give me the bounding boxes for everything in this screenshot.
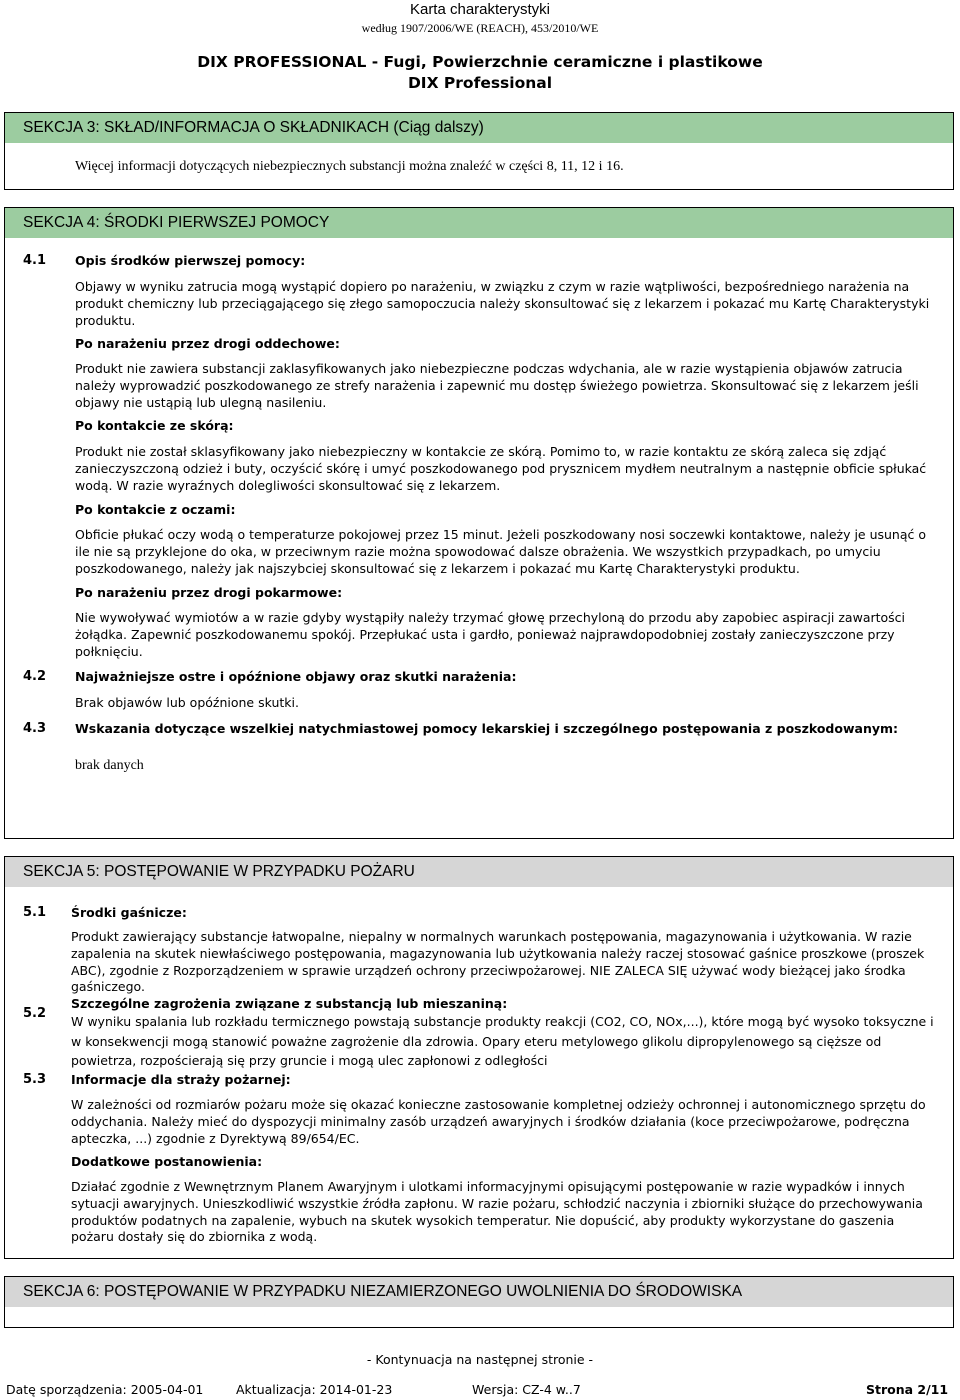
subsection-number-5-2: 5.2: [23, 1006, 47, 1021]
section-3-box: [4, 112, 954, 190]
section-5-heading: SEKCJA 5: POSTĘPOWANIE W PRZYPADKU POŻARU: [5, 857, 953, 887]
ingestion-text: Nie wywoływać wymiotów a w razie gdyby wystąpiły należy trzymać głowę przechyloną do przodu aby zapobiec aspiracji zawartości żołądka. Zapewnić poszkodowanemu spokój. Przepłukać usta i gardło, ponieważ najprawdopodobniej zostały zanieczyszczone przy połknięciu.: [75, 610, 906, 659]
subsection-title-4-2: Najważniejsze ostre i opóźnione objawy oraz skutki narażenia:: [75, 669, 517, 684]
first-aid-intro: Objawy w wyniku zatrucia mogą wystąpić dopiero po narażeniu, w związku z czym w razie wątpliwości, bezpośredniego narażenia na produkt chemiczny lub przeciągającego się złego samopoczucia należy skonsultować się z lekarzem i pokazać mu Kartę Charakterystyki produktu.: [75, 279, 930, 328]
ingestion-title: Po narażeniu przez drogi pokarmowe:: [75, 585, 343, 600]
additional-provisions-title: Dodatkowe postanowienia:: [71, 1154, 263, 1169]
subsection-title-5-3: Informacje dla straży pożarnej:: [71, 1072, 291, 1087]
subsection-number-4-2: 4.2: [23, 669, 47, 684]
product-brand: DIX Professional: [407, 74, 553, 92]
continuation-note: - Kontynuacja na następnej stronie -: [366, 1352, 594, 1367]
section-6-box: [4, 1276, 954, 1328]
eye-contact-text: Obficie płukać oczy wodą o temperaturze pokojowej przez 15 minut. Jeżeli poszkodowany nosi soczewki kontaktowe, należy je usunąć o ile nie są przyklejone do oka, w przeciwnym razie można spowodować dalsze obrażenia. We wszystkich przypadkach, po umyciu poszkodowanego, należy jak najszybciej skonsultować się z lekarzem i pokazać mu Kartę Charakterystyki produktu.: [75, 527, 927, 576]
symptoms-text: Brak objawów lub opóźnione skutki.: [75, 695, 299, 710]
skin-contact-text: Produkt nie został sklasyfikowany jako niebezpieczny w kontakcie ze skórą. Pomimo to, w razie kontaktu ze skórą zaleca się zdjąć zanieczyszczoną odzież i buty, oczyścić skórę i umyć poszkodowanego pod prysznicem mydłem neutralnym a następnie obficie spłukać wodą. W razie wyraźnych dolegliwości skonsultować się z lekarzem.: [75, 444, 927, 493]
footer-version: Wersja: CZ-4 w..7: [472, 1382, 581, 1397]
section-4-box: [4, 207, 954, 839]
section-6-heading: SEKCJA 6: POSTĘPOWANIE W PRZYPADKU NIEZAMIERZONEGO UWOLNIENIA DO ŚRODOWISKA: [5, 1277, 953, 1307]
eye-contact-title: Po kontakcie z oczami:: [75, 502, 236, 517]
footer-prepared-date: Datę sporządzenia: 2005-04-01: [6, 1382, 204, 1397]
subsection-number-5-1: 5.1: [23, 905, 47, 920]
additional-provisions-text: Działać zgodnie z Wewnętrznym Planem Awaryjnym i ulotkami informacyjnymi opisującymi postępowanie w razie wypadków i innych sytuacji awaryjnych. Unieszkodliwić wszystkie źródła zapłonu. W razie pożaru, schłodzić naczynia i zbiorniki służące do przechowywania produktów podatnych na zapalenie, wybuch na skutek wysokich temperatur. Nie dopuścić, aby produkty wykorzystane do gaszenia pożaru dostały się do zbiornika z wodą.: [71, 1179, 923, 1245]
subsection-title-4-1: Opis środków pierwszej pomocy:: [75, 253, 306, 268]
subsection-title-5-2: Szczególne zagrożenia związane z substancją lub mieszaniną:: [71, 996, 508, 1011]
section-5-box: [4, 856, 954, 1259]
subsection-number-5-3: 5.3: [23, 1072, 47, 1087]
subsection-number-4-1: 4.1: [23, 253, 47, 268]
section-3-note: Więcej informacji dotyczących niebezpiecznych substancji można znaleźć w części 8, 11, 12 i 16.: [75, 159, 624, 174]
subsection-number-4-3: 4.3: [23, 721, 47, 736]
special-hazards-text: W wyniku spalania lub rozkładu termicznego powstają substancje produkty reakcji (CO2, CO, NOx,...), które mogą być wysoko toksyczne i w konsekwencji mogą stanowić poważne zagrożenie dla zdrowia. Opary eteru metylowego glikolu dipropylenowego są cięższe od powietrza, rozpościerają się przy gruncie i mogą ulec zapłonowi z odległości: [71, 1014, 934, 1068]
firefighter-advice-text: W zależności od rozmiarów pożaru może się okazać konieczne zastosowanie kompletnej odzieży ochronnej i autonomicznego sprzętu do oddychania. Należy mieć do dyspozycji minimalny zasób urządzeń awaryjnych i środków działania (koce przeciwpożarowe, podręczna apteczka, ...) zgodnie z Dyrektywą 89/654/EC.: [71, 1097, 926, 1146]
subsection-title-5-1: Środki gaśnicze:: [71, 905, 187, 920]
section-4-heading: SEKCJA 4: ŚRODKI PIERWSZEJ POMOCY: [5, 208, 953, 238]
section-3-heading: SEKCJA 3: SKŁAD/INFORMACJA O SKŁADNIKACH (Ciąg dalszy): [5, 113, 953, 143]
subsection-title-4-3: Wskazania dotyczące wszelkiej natychmiastowej pomocy lekarskiej i szczególnego postępowania z poszkodowanym:: [75, 721, 899, 736]
footer-page-number: Strona 2/11: [866, 1382, 949, 1397]
inhalation-title: Po narażeniu przez drogi oddechowe:: [75, 336, 340, 351]
skin-contact-title: Po kontakcie ze skórą:: [75, 418, 234, 433]
inhalation-text: Produkt nie zawiera substancji zaklasyfikowanych jako niebezpieczne podczas wdychania, ale w razie wystąpienia objawów zatrucia należy wyprowadzić poszkodowanego ze strefy narażenia i zapewnić mu dostęp świeżego powietrza. Skonsultować się z lekarzem jeśli objawy nie ustąpią lub ulegną nasileniu.: [75, 361, 919, 410]
product-title: DIX PROFESSIONAL - Fugi, Powierzchnie ceramiczne i plastikowe: [197, 53, 763, 71]
regulation-reference: według 1907/2006/WE (REACH), 453/2010/WE: [361, 21, 599, 35]
document-title: Karta charakterystyki: [409, 1, 551, 18]
extinguishing-media-text: Produkt zawierający substancje łatwopalne, niepalny w normalnych warunkach postępowania, magazynowania i użytkowania. W razie zapalenia na skutek niewłaściwego postępowania, magazynowania lub użytkowania należy raczej stosować gaśnice proszkowe (proszek ABC), zgodnie z Rozporządzeniem w sprawie urządzeń ochrony przeciwpożarowej. NIE ZALECA SIĘ używać wody bieżącej jako środka gaśniczego.: [71, 929, 925, 995]
medical-attention-text: brak danych: [75, 758, 144, 773]
footer-updated-date: Aktualizacja: 2014-01-23: [236, 1382, 393, 1397]
